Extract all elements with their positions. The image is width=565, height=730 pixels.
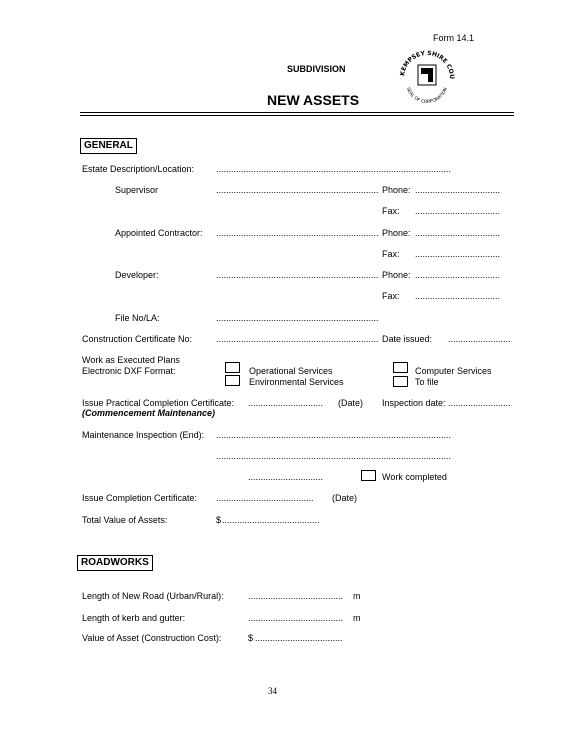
form-number: Form 14.1 [433,33,475,43]
asset-value-label: Value of Asset (Construction Cost): [82,633,222,643]
kerb-length-field[interactable]: ...................................... [248,613,344,623]
developer-fax-label: Fax: [382,291,400,301]
work-completed-checkbox[interactable] [361,470,376,481]
contractor-phone-field[interactable]: .................................. [415,228,501,238]
contractor-field[interactable]: ................................................................. [216,228,379,238]
work-completed-date-field[interactable]: .............................. [248,472,324,482]
estate-field[interactable]: .............................................................................................. [216,164,452,174]
date-issued-label: Date issued: [382,334,433,344]
asset-value-dollar: $ [248,633,254,643]
section-heading-roadworks: ROADWORKS [77,555,153,571]
developer-label: Developer: [115,270,159,280]
estate-label: Estate Description/Location: [82,164,195,174]
header-rule-bottom [80,115,514,116]
developer-field[interactable]: ................................................................. [216,270,379,280]
supervisor-field[interactable]: ................................................................. [216,185,379,195]
maint-field-line2[interactable]: .............................................................................................. [216,451,452,461]
seal-ring-top-text: KEMPSEY SHIRE COU [399,49,456,80]
road-length-unit: m [353,591,361,601]
contractor-phone-label: Phone: [382,228,411,238]
developer-phone-field[interactable]: .................................. [415,270,501,280]
kerb-length-label: Length of kerb and gutter: [82,613,186,623]
maint-field-line1[interactable]: .............................................................................................. [216,430,452,440]
supervisor-fax-field[interactable]: .................................. [415,206,501,216]
icc-label: Issue Completion Certificate: [82,493,198,503]
contractor-fax-label: Fax: [382,249,400,259]
developer-phone-label: Phone: [382,270,411,280]
developer-fax-field[interactable]: .................................. [415,291,501,301]
computer-services-label: Computer Services [415,366,492,376]
ipc-date-suffix: (Date) [338,398,364,408]
to-file-label: To file [415,377,439,387]
contractor-fax-field[interactable]: .................................. [415,249,501,259]
header-rule-top [80,112,514,113]
supervisor-phone-field[interactable]: .................................. [415,185,501,195]
environmental-services-checkbox[interactable] [225,375,240,386]
road-length-field[interactable]: ...................................... [248,591,344,601]
page-number: 34 [268,686,277,696]
supervisor-fax-label: Fax: [382,206,400,216]
ipc-sublabel: (Commencement Maintenance) [82,408,216,418]
operational-services-label: Operational Services [249,366,333,376]
ipc-label: Issue Practical Completion Certificate: [82,398,235,408]
svg-text:SEAL OF CORPORATION [405,87,449,104]
inspection-date-label: Inspection date: [382,398,446,408]
wae-label-line1: Work as Executed Plans [82,355,180,365]
computer-services-checkbox[interactable] [393,362,408,373]
ipc-date-field[interactable]: .............................. [248,398,324,408]
supervisor-label: Supervisor [115,185,159,195]
icc-date-suffix: (Date) [332,493,358,503]
form-subtitle: SUBDIVISION [287,64,346,74]
asset-value-field[interactable]: ................................... [255,633,343,643]
total-value-field[interactable]: ....................................... [222,515,320,525]
maint-label: Maintenance Inspection (End): [82,430,205,440]
total-value-label: Total Value of Assets: [82,515,168,525]
file-field[interactable]: ................................................................. [216,313,379,323]
file-label: File No/LA: [115,313,160,323]
kerb-length-unit: m [353,613,361,623]
date-issued-field[interactable]: ......................... [448,334,511,344]
section-heading-general: GENERAL [80,138,137,154]
contractor-label: Appointed Contractor: [115,228,203,238]
supervisor-phone-label: Phone: [382,185,411,195]
council-seal-icon [396,48,458,104]
cc-label: Construction Certificate No: [82,334,193,344]
environmental-services-label: Environmental Services [249,377,344,387]
work-completed-label: Work completed [382,472,447,482]
operational-services-checkbox[interactable] [225,362,240,373]
icc-date-field[interactable]: ....................................... [216,493,314,503]
seal-ring-bottom-text: SEAL OF CORPORATION [404,86,449,104]
total-value-dollar: $ [216,515,222,525]
form-title: NEW ASSETS [267,92,360,108]
to-file-checkbox[interactable] [393,376,408,387]
inspection-date-field[interactable]: ......................... [448,398,511,408]
road-length-label: Length of New Road (Urban/Rural): [82,591,224,601]
cc-field[interactable]: ................................................................. [216,334,379,344]
wae-label-line2: Electronic DXF Format: [82,366,176,376]
